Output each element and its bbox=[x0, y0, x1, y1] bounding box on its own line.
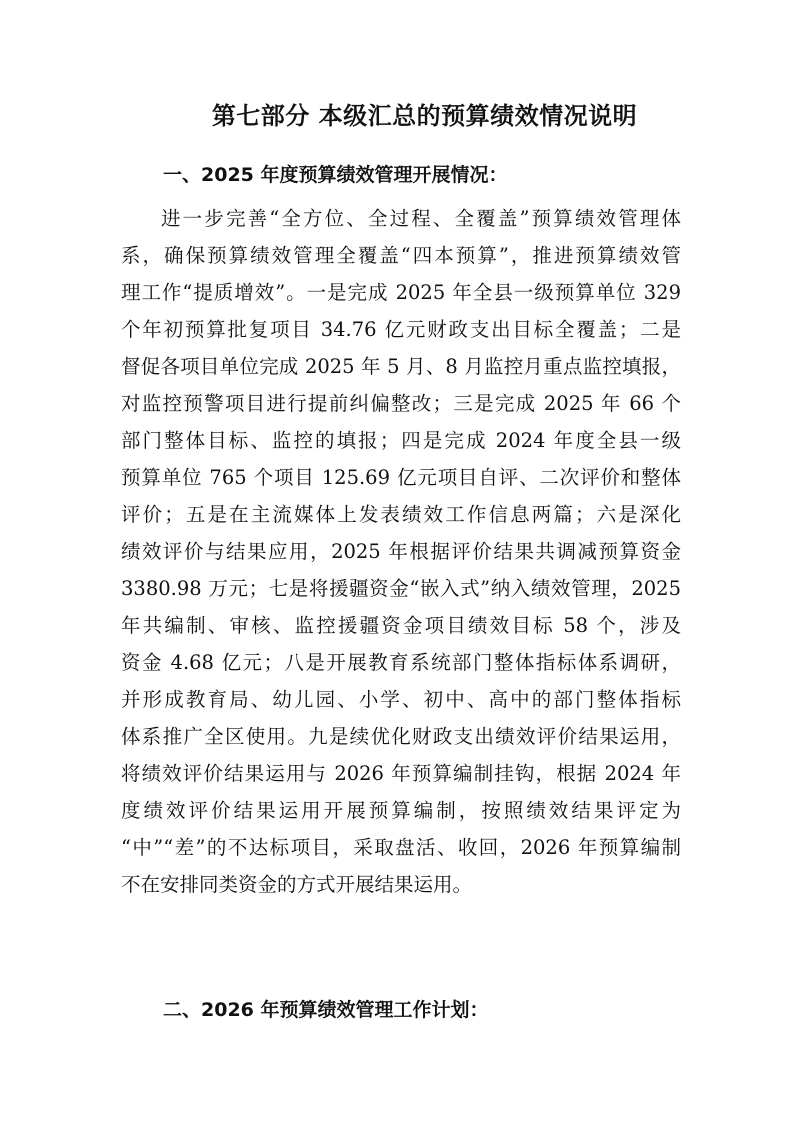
paragraph-line: 评价；五是在主流媒体上发表绩效工作信息两篇；六是深化 bbox=[121, 503, 681, 526]
section-2-heading: 二、2026 年预算绩效管理工作计划： bbox=[163, 999, 489, 1021]
paragraph-line: 度绩效评价结果运用开展预算编制，按照绩效结果评定为 bbox=[121, 799, 681, 822]
page-title: 第七部分 本级汇总的预算绩效情况说明 bbox=[211, 102, 638, 130]
paragraph-line: “中”“差”的不达标项目，采取盘活、收回，2026 年预算编制 bbox=[121, 836, 681, 859]
paragraph-line: 体系推广全区使用。九是续优化财政支出绩效评价结果运用， bbox=[121, 725, 681, 748]
paragraph-line: 系，确保预算绩效管理全覆盖“四本预算”，推进预算绩效管 bbox=[121, 244, 681, 267]
paragraph-line: 个年初预算批复项目 34.76 亿元财政支出目标全覆盖；二是 bbox=[121, 318, 681, 341]
paragraph-line: 资金 4.68 亿元；八是开展教育系统部门整体指标体系调研， bbox=[121, 651, 681, 674]
paragraph-line: 预算单位 765 个项目 125.69 亿元项目自评、二次评价和整体 bbox=[121, 466, 681, 489]
paragraph-line: 部门整体目标、监控的填报；四是完成 2024 年度全县一级 bbox=[121, 429, 681, 452]
paragraph-line: 督促各项目单位完成 2025 年 5 月、8 月监控月重点监控填报， bbox=[121, 355, 681, 378]
paragraph-line: 进一步完善“全方位、全过程、全覆盖”预算绩效管理体 bbox=[161, 207, 681, 230]
paragraph-line: 不在安排同类资金的方式开展结果运用。 bbox=[121, 873, 473, 896]
section-1-heading: 一、2025 年度预算绩效管理开展情况： bbox=[163, 164, 508, 186]
paragraph-line: 绩效评价与结果应用，2025 年根据评价结果共调减预算资金 bbox=[121, 540, 681, 563]
paragraph-line: 并形成教育局、幼儿园、小学、初中、高中的部门整体指标 bbox=[121, 688, 681, 711]
paragraph-line: 将绩效评价结果运用与 2026 年预算编制挂钩，根据 2024 年 bbox=[121, 762, 681, 785]
section-1-body bbox=[121, 200, 681, 903]
paragraph-line: 理工作“提质增效”。一是完成 2025 年全县一级预算单位 329 bbox=[121, 281, 681, 304]
paragraph-line: 对监控预警项目进行提前纠偏整改；三是完成 2025 年 66 个 bbox=[121, 392, 681, 415]
paragraph-line: 年共编制、审核、监控援疆资金项目绩效目标 58 个，涉及 bbox=[121, 614, 681, 637]
paragraph-line: 3380.98 万元；七是将援疆资金“嵌入式”纳入绩效管理，2025 bbox=[121, 577, 681, 600]
